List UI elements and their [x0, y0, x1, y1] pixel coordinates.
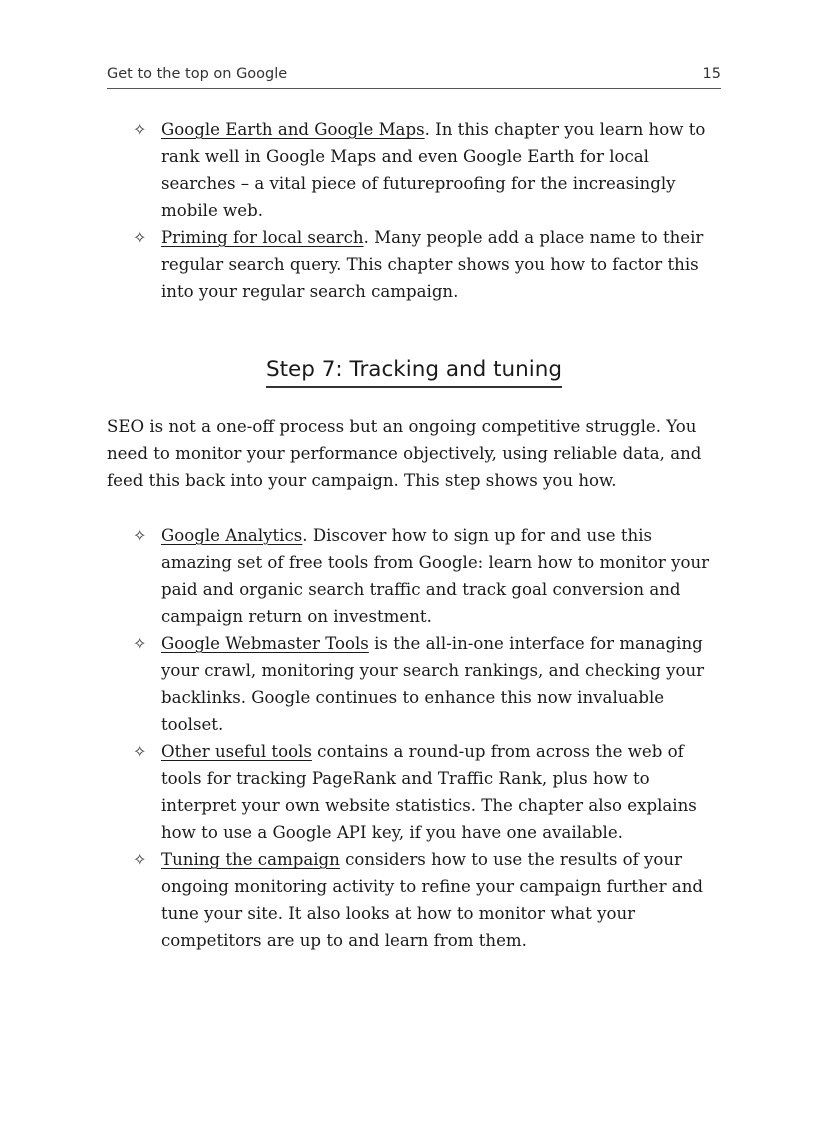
page-number: 15	[702, 66, 721, 82]
list-item-text: . Many people add a place name to their regular search query. This chapter shows you how to factor this into your regular search campaign.	[161, 228, 704, 301]
list-item-text: . Discover how to sign up for and use this amazing set of free tools from Google: learn how to monitor your paid and organic search traffic and track goal conversion and campaign return on investment.	[161, 526, 710, 626]
chapter-link-tuning-campaign[interactable]: Tuning the campaign	[161, 850, 340, 869]
tracking-tools-list	[107, 522, 721, 954]
list-item	[107, 738, 721, 846]
chapter-link-other-useful-tools[interactable]: Other useful tools	[161, 742, 312, 761]
running-header	[107, 66, 721, 89]
local-search-list	[107, 116, 721, 305]
tracking-tools-list-block	[107, 522, 721, 954]
list-item	[107, 630, 721, 738]
section-intro-paragraph: SEO is not a one-off process but an ongoing competitive struggle. You need to monitor your performance objectively, using reliable data, and feed this back into your campaign. This step shows you how.	[107, 417, 702, 490]
list-item-text: considers how to use the results of your ongoing monitoring activity to refine your campaign further and tune your site. It also looks at how to monitor what your competitors are up to and learn from them.	[161, 850, 704, 950]
list-item-text: is the all-in-one interface for managing your crawl, monitoring your search rankings, and checking your backlinks. Google continues to enhance this now invaluable toolset.	[161, 634, 705, 734]
section-heading-text: Step 7: Tracking and tuning	[266, 355, 562, 388]
chapter-link-google-analytics[interactable]: Google Analytics	[161, 526, 303, 545]
chapter-link-google-earth-maps[interactable]: Google Earth and Google Maps	[161, 120, 425, 139]
chapter-link-webmaster-tools[interactable]: Google Webmaster Tools	[161, 634, 369, 653]
sparkle-bullet-icon: ✧	[133, 850, 147, 869]
list-item-text: . In this chapter you learn how to rank well in Google Maps and even Google Earth for local searches – a vital piece of futureproofing for the increasingly mobile web.	[161, 120, 706, 220]
list-item	[107, 522, 721, 630]
list-item	[107, 846, 721, 954]
chapter-link-priming-local-search[interactable]: Priming for local search	[161, 228, 364, 247]
sparkle-bullet-icon: ✧	[133, 120, 147, 139]
list-item	[107, 224, 721, 305]
sparkle-bullet-icon: ✧	[133, 228, 147, 247]
sparkle-bullet-icon: ✧	[133, 742, 147, 761]
local-search-list-block	[107, 116, 721, 305]
sparkle-bullet-icon: ✧	[133, 526, 147, 545]
list-item-text: contains a round-up from across the web of tools for tracking PageRank and Traffic Rank, plus how to interpret your own website statistics. The chapter also explains how to use a Google API key, if you have one available.	[161, 742, 697, 842]
section-heading	[107, 355, 721, 388]
book-title: Get to the top on Google	[107, 66, 288, 82]
sparkle-bullet-icon: ✧	[133, 634, 147, 653]
list-item	[107, 116, 721, 224]
